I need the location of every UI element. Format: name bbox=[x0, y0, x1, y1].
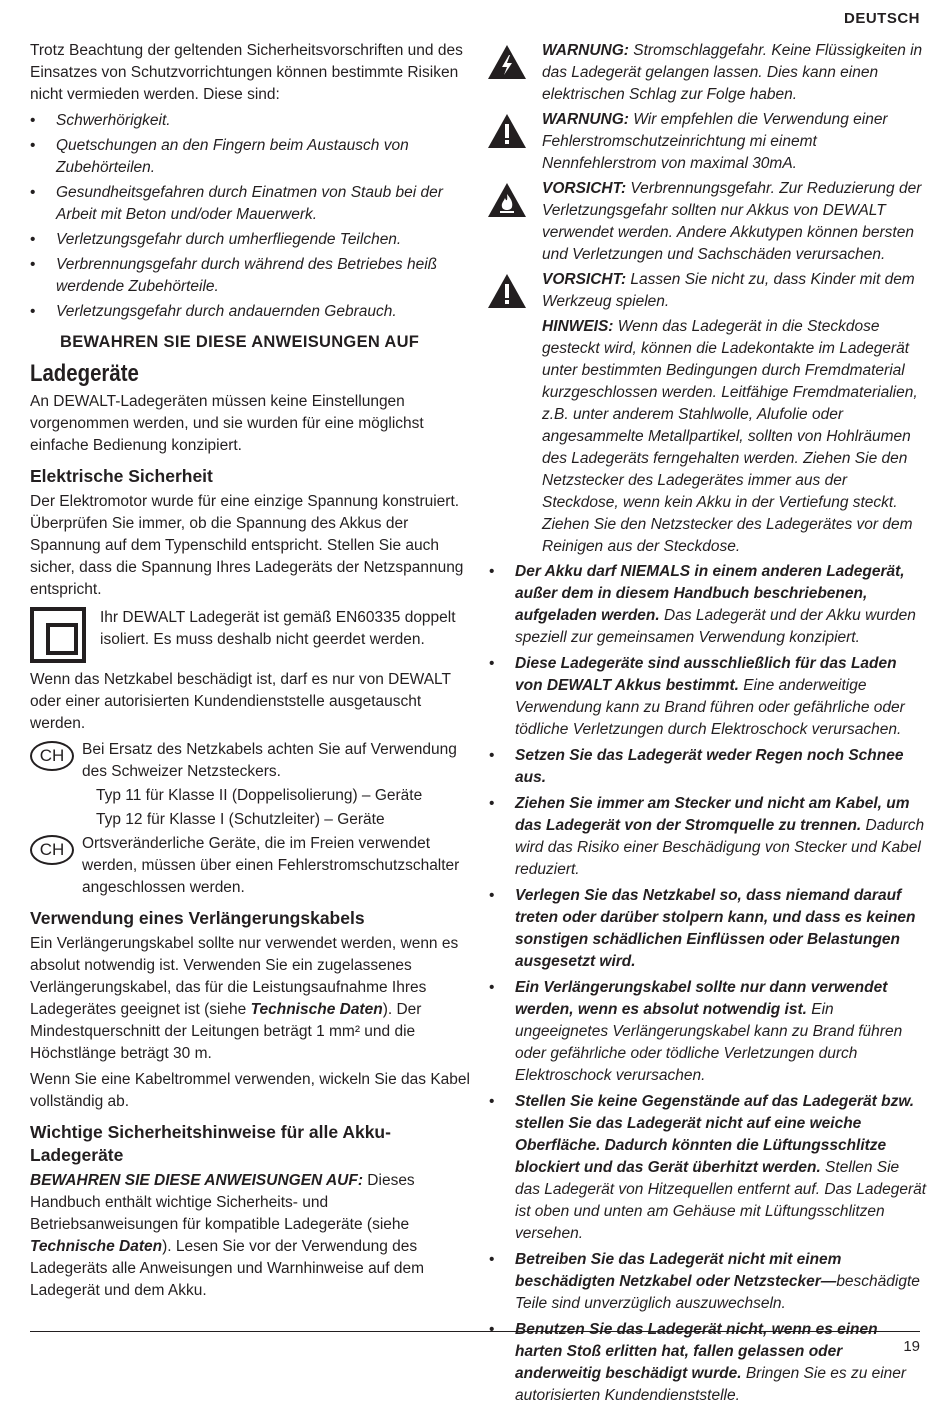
ch-icon: CH bbox=[30, 835, 74, 865]
list-item bbox=[487, 1091, 927, 1245]
text-span: Stellen Sie keine Gegenstände auf das Ladegerät bzw. stellen Sie das Ladegerät nicht auf eine weiche Oberfläche. Dadurch könnten die Lüftungsschlitze blockiert und das Gerät überhitzt werden. bbox=[515, 1093, 915, 1176]
technical-data-ref: Technische Daten bbox=[30, 1238, 163, 1255]
list-item bbox=[487, 1319, 927, 1407]
text-span: Betreiben Sie das Ladegerät nicht mit einem beschädigten Netzkabel oder Netzstecker— bbox=[515, 1251, 842, 1290]
extension-cord-paragraph bbox=[30, 933, 470, 1065]
extension-cord-heading: Verwendung eines Verlängerungskabels bbox=[30, 908, 365, 928]
caution-burn bbox=[487, 178, 927, 266]
list-item bbox=[487, 1249, 927, 1315]
note-block bbox=[487, 316, 927, 558]
warning-label: WARNUNG: bbox=[542, 42, 629, 59]
caution-children bbox=[487, 269, 927, 313]
warning-text bbox=[542, 269, 927, 313]
chargers-heading: Ladegeräte bbox=[30, 360, 139, 387]
list-item bbox=[487, 793, 927, 881]
text-span: Setzen Sie das Ladegerät weder Regen noch Schnee aus. bbox=[515, 747, 904, 786]
caution-label: VORSICHT: bbox=[542, 271, 627, 288]
text-span: Bringen Sie es zu einer autorisierten Kundendienststelle. bbox=[515, 1365, 907, 1404]
text-span: Eine anderweitige Verwendung kann zu Brand führen oder gefährliche oder tödliche Verletzungen durch Elektroschock verursachen. bbox=[515, 677, 905, 738]
caution-label: VORSICHT: bbox=[542, 180, 627, 197]
right-column bbox=[487, 40, 927, 1411]
double-insulation-icon bbox=[30, 607, 86, 663]
text-span: Stromschlaggefahr. Keine Flüssigkeiten in das Ladegerät gelangen lassen. Dies kann einen elektrischen Schlag zur Folge haben. bbox=[542, 42, 923, 103]
list-item bbox=[487, 885, 927, 973]
warning-text bbox=[542, 178, 927, 266]
warning-label: WARNUNG: bbox=[542, 111, 629, 128]
text-span: Dadurch wird das Risiko einer Beschädigung von Stecker und Kabel reduziert. bbox=[515, 817, 925, 878]
safety-instructions-heading: Wichtige Sicherheitshinweise für alle Akku-Ladegeräte bbox=[30, 1122, 391, 1165]
list-item bbox=[487, 561, 927, 649]
warning-rcd bbox=[487, 109, 927, 175]
text-span: Ein ungeeignetes Verlängerungskabel kann zu Brand führen oder gefährliche oder tödliche Verletzungen durch Elektroschock verursachen. bbox=[515, 1001, 903, 1084]
exclamation-warning-icon bbox=[487, 113, 527, 149]
cable-drum-paragraph: Wenn Sie eine Kabeltrommel verwenden, wickeln Sie das Kabel vollständig ab. bbox=[30, 1071, 470, 1110]
electrical-safety-heading: Elektrische Sicherheit bbox=[30, 466, 213, 486]
text-span: Das Ladegerät und der Akku wurden speziell zur gemeinsamen Verwendung konzipiert. bbox=[515, 607, 916, 646]
ch-text-2: Ortsveränderliche Geräte, die im Freien verwendet werden, müssen über einen Fehlerstromschutzschalter angeschlossen werden. bbox=[82, 835, 460, 896]
intro-paragraph: Trotz Beachtung der geltenden Sicherheitsvorschriften und des Einsatzes von Schutzvorrichtungen können bestimmte Risiken nicht vermieden werden. Diese sind: bbox=[30, 42, 463, 103]
cord-damaged-paragraph: Wenn das Netzkabel beschädigt ist, darf es nur von DEWALT oder einer autorisierten Kundendienststelle ausgetauscht werden. bbox=[30, 671, 451, 732]
ch-block-2 bbox=[30, 833, 470, 899]
text-span: Benutzen Sie das Ladegerät nicht, wenn es einen harten Stoß erlitten hat, fallen gelassen oder anderweitig beschädigt wurde. bbox=[515, 1321, 878, 1382]
charger-safety-list bbox=[487, 561, 927, 1407]
text-span: Wenn das Ladegerät in die Steckdose gesteckt wird, können die Ladekontakte im Ladegerät unter bestimmten Bedingungen durch Fremdmaterial kurzgeschlossen werden. Leitfähige Fremdmaterialien, z.B. unter anderem Stahlwolle, Alufolie oder angesammelte Metallpartikel, sollten von Hohlräumen des Ladegeräts ferngehalten werden. Ziehen Sie den Netzstecker des Ladegerätes immer aus der Steckdose, wenn kein Akku in der Vertiefung steckt. Ziehen Sie den Netzstecker des Ladegerätes vor dem Reinigen aus der Steckdose. bbox=[542, 318, 918, 555]
text-span: Stellen Sie das Ladegerät von Hitzequellen entfernt auf. Das Ladegerät ist oben und unten am Gehäuse mit Lüftungsschlitzen versehen. bbox=[515, 1159, 927, 1242]
electrical-safety-paragraph: Der Elektromotor wurde für eine einzige Spannung konstruiert. Überprüfen Sie immer, ob die Spannung des Akkus der Spannung auf dem Typenschild entspricht. Stellen Sie auch sicher, dass die Spannung Ihres Ladegeräts der Netzspannung entspricht. bbox=[30, 493, 464, 598]
ch-icon: CH bbox=[30, 741, 74, 771]
language-header: DEUTSCH bbox=[843, 10, 920, 27]
note-label: HINWEIS: bbox=[542, 318, 614, 335]
list-item: • Verletzungsgefahr durch umherfliegende Teilchen. bbox=[30, 229, 470, 251]
text-span: Diese Ladegeräte sind ausschließlich für das Laden von DEWALT Akkus bestimmt. bbox=[515, 655, 897, 694]
list-item: • Verletzungsgefahr durch andauernden Gebrauch. bbox=[30, 301, 470, 323]
page-number: 19 bbox=[903, 1338, 920, 1355]
list-item: • Quetschungen an den Fingern beim Austausch von Zubehörteilen. bbox=[30, 135, 470, 179]
warning-text bbox=[542, 40, 927, 106]
chargers-paragraph: An DEWALT-Ladegeräten müssen keine Einstellungen vorgenommen werden, und sie wurden für eine möglichst einfache Bedienung konzipiert. bbox=[30, 393, 424, 454]
text-span: ). Lesen Sie vor der Verwendung des Ladegeräts alle Anweisungen und Warnhinweise auf dem Ladegerät und dem Akku. bbox=[30, 1238, 425, 1299]
list-item: • Schwerhörigkeit. bbox=[30, 110, 470, 132]
ch-text-1: Bei Ersatz des Netzkabels achten Sie auf Verwendung des Schweizer Netzsteckers. bbox=[82, 741, 457, 780]
exclamation-warning-icon bbox=[487, 273, 527, 309]
list-item bbox=[487, 977, 927, 1087]
text-span: Verlegen Sie das Netzkabel so, dass niemand darauf treten oder darüber stolpern kann, und dass es keinen sonstigen schädlichen Einflüssen oder Belastungen ausgesetzt wird. bbox=[515, 887, 916, 970]
text-span: ). Der Mindestquerschnitt der Leitungen beträgt 1 mm² und die Höchstlänge beträgt 30 m. bbox=[30, 1001, 422, 1062]
keep-instructions-heading: BEWAHREN SIE DIESE ANWEISUNGEN AUF bbox=[60, 333, 420, 351]
typ12-line: Typ 12 für Klasse I (Schutzleiter) – Geräte bbox=[96, 811, 385, 828]
text-span: Ein Verlängerungskabel sollte nur dann verwendet werden, wenn es absolut notwendig ist. bbox=[515, 979, 888, 1018]
electric-shock-warning-icon bbox=[487, 44, 527, 80]
double-insulation-block bbox=[30, 607, 470, 663]
risk-list bbox=[30, 110, 470, 323]
text-span: Ziehen Sie immer am Stecker und nicht am Kabel, um das Ladegerät von der Stromquelle zu trennen. bbox=[515, 795, 910, 834]
warning-electric-shock bbox=[487, 40, 927, 106]
list-item: • Verbrennungsgefahr durch während des Betriebes heiß werdende Zubehörteile. bbox=[30, 254, 470, 298]
double-insulation-text: Ihr DEWALT Ladegerät ist gemäß EN60335 doppelt isoliert. Es muss deshalb nicht geerdet werden. bbox=[100, 609, 456, 648]
warning-text bbox=[542, 109, 927, 175]
safety-instructions-paragraph bbox=[30, 1170, 470, 1302]
text-span: Lassen Sie nicht zu, dass Kinder mit dem Werkzeug spielen. bbox=[542, 271, 915, 310]
left-column bbox=[30, 40, 470, 1306]
ch-block-1 bbox=[30, 739, 470, 783]
technical-data-ref: Technische Daten bbox=[250, 1001, 383, 1018]
text-span: Verbrennungsgefahr. Zur Reduzierung der Verletzungsgefahr sollten nur Akkus von DEWALT verwendet werden. Andere Akkutypen können bersten und Verletzungen und Sachschäden verursachen. bbox=[542, 180, 922, 263]
fire-warning-icon bbox=[487, 182, 527, 218]
text-span: Der Akku darf NIEMALS in einem anderen Ladegerät, außer dem in diesem Handbuch beschriebenen, aufgeladen werden. bbox=[515, 563, 905, 624]
keep-instructions-label: BEWAHREN SIE DIESE ANWEISUNGEN AUF: bbox=[30, 1172, 363, 1189]
text-span: Dieses Handbuch enthält wichtige Sicherheits- und Betriebsanweisungen für kompatible Ladegeräte (siehe bbox=[30, 1172, 415, 1233]
typ11-line: Typ 11 für Klasse II (Doppelisolierung) – Geräte bbox=[96, 787, 423, 804]
footer-divider bbox=[30, 1331, 920, 1332]
list-item bbox=[487, 745, 927, 789]
text-span: Wir empfehlen die Verwendung einer Fehlerstromschutzeinrichtung mi einemt Nennfehlerstrom von maximal 30mA. bbox=[542, 111, 888, 172]
text-span: Ein Verlängerungskabel sollte nur verwendet werden, wenn es absolut notwendig ist. Verwenden Sie ein zugelassenes Verlängerungskabel, das für die Leistungsaufnahme Ihres Ladegerätes geeignet ist (siehe bbox=[30, 935, 459, 1018]
list-item bbox=[487, 653, 927, 741]
text-span: beschädigte Teile sind unverzüglich auszuwechseln. bbox=[515, 1273, 920, 1312]
list-item: • Gesundheitsgefahren durch Einatmen von Staub bei der Arbeit mit Beton und/oder Mauerwerk. bbox=[30, 182, 470, 226]
